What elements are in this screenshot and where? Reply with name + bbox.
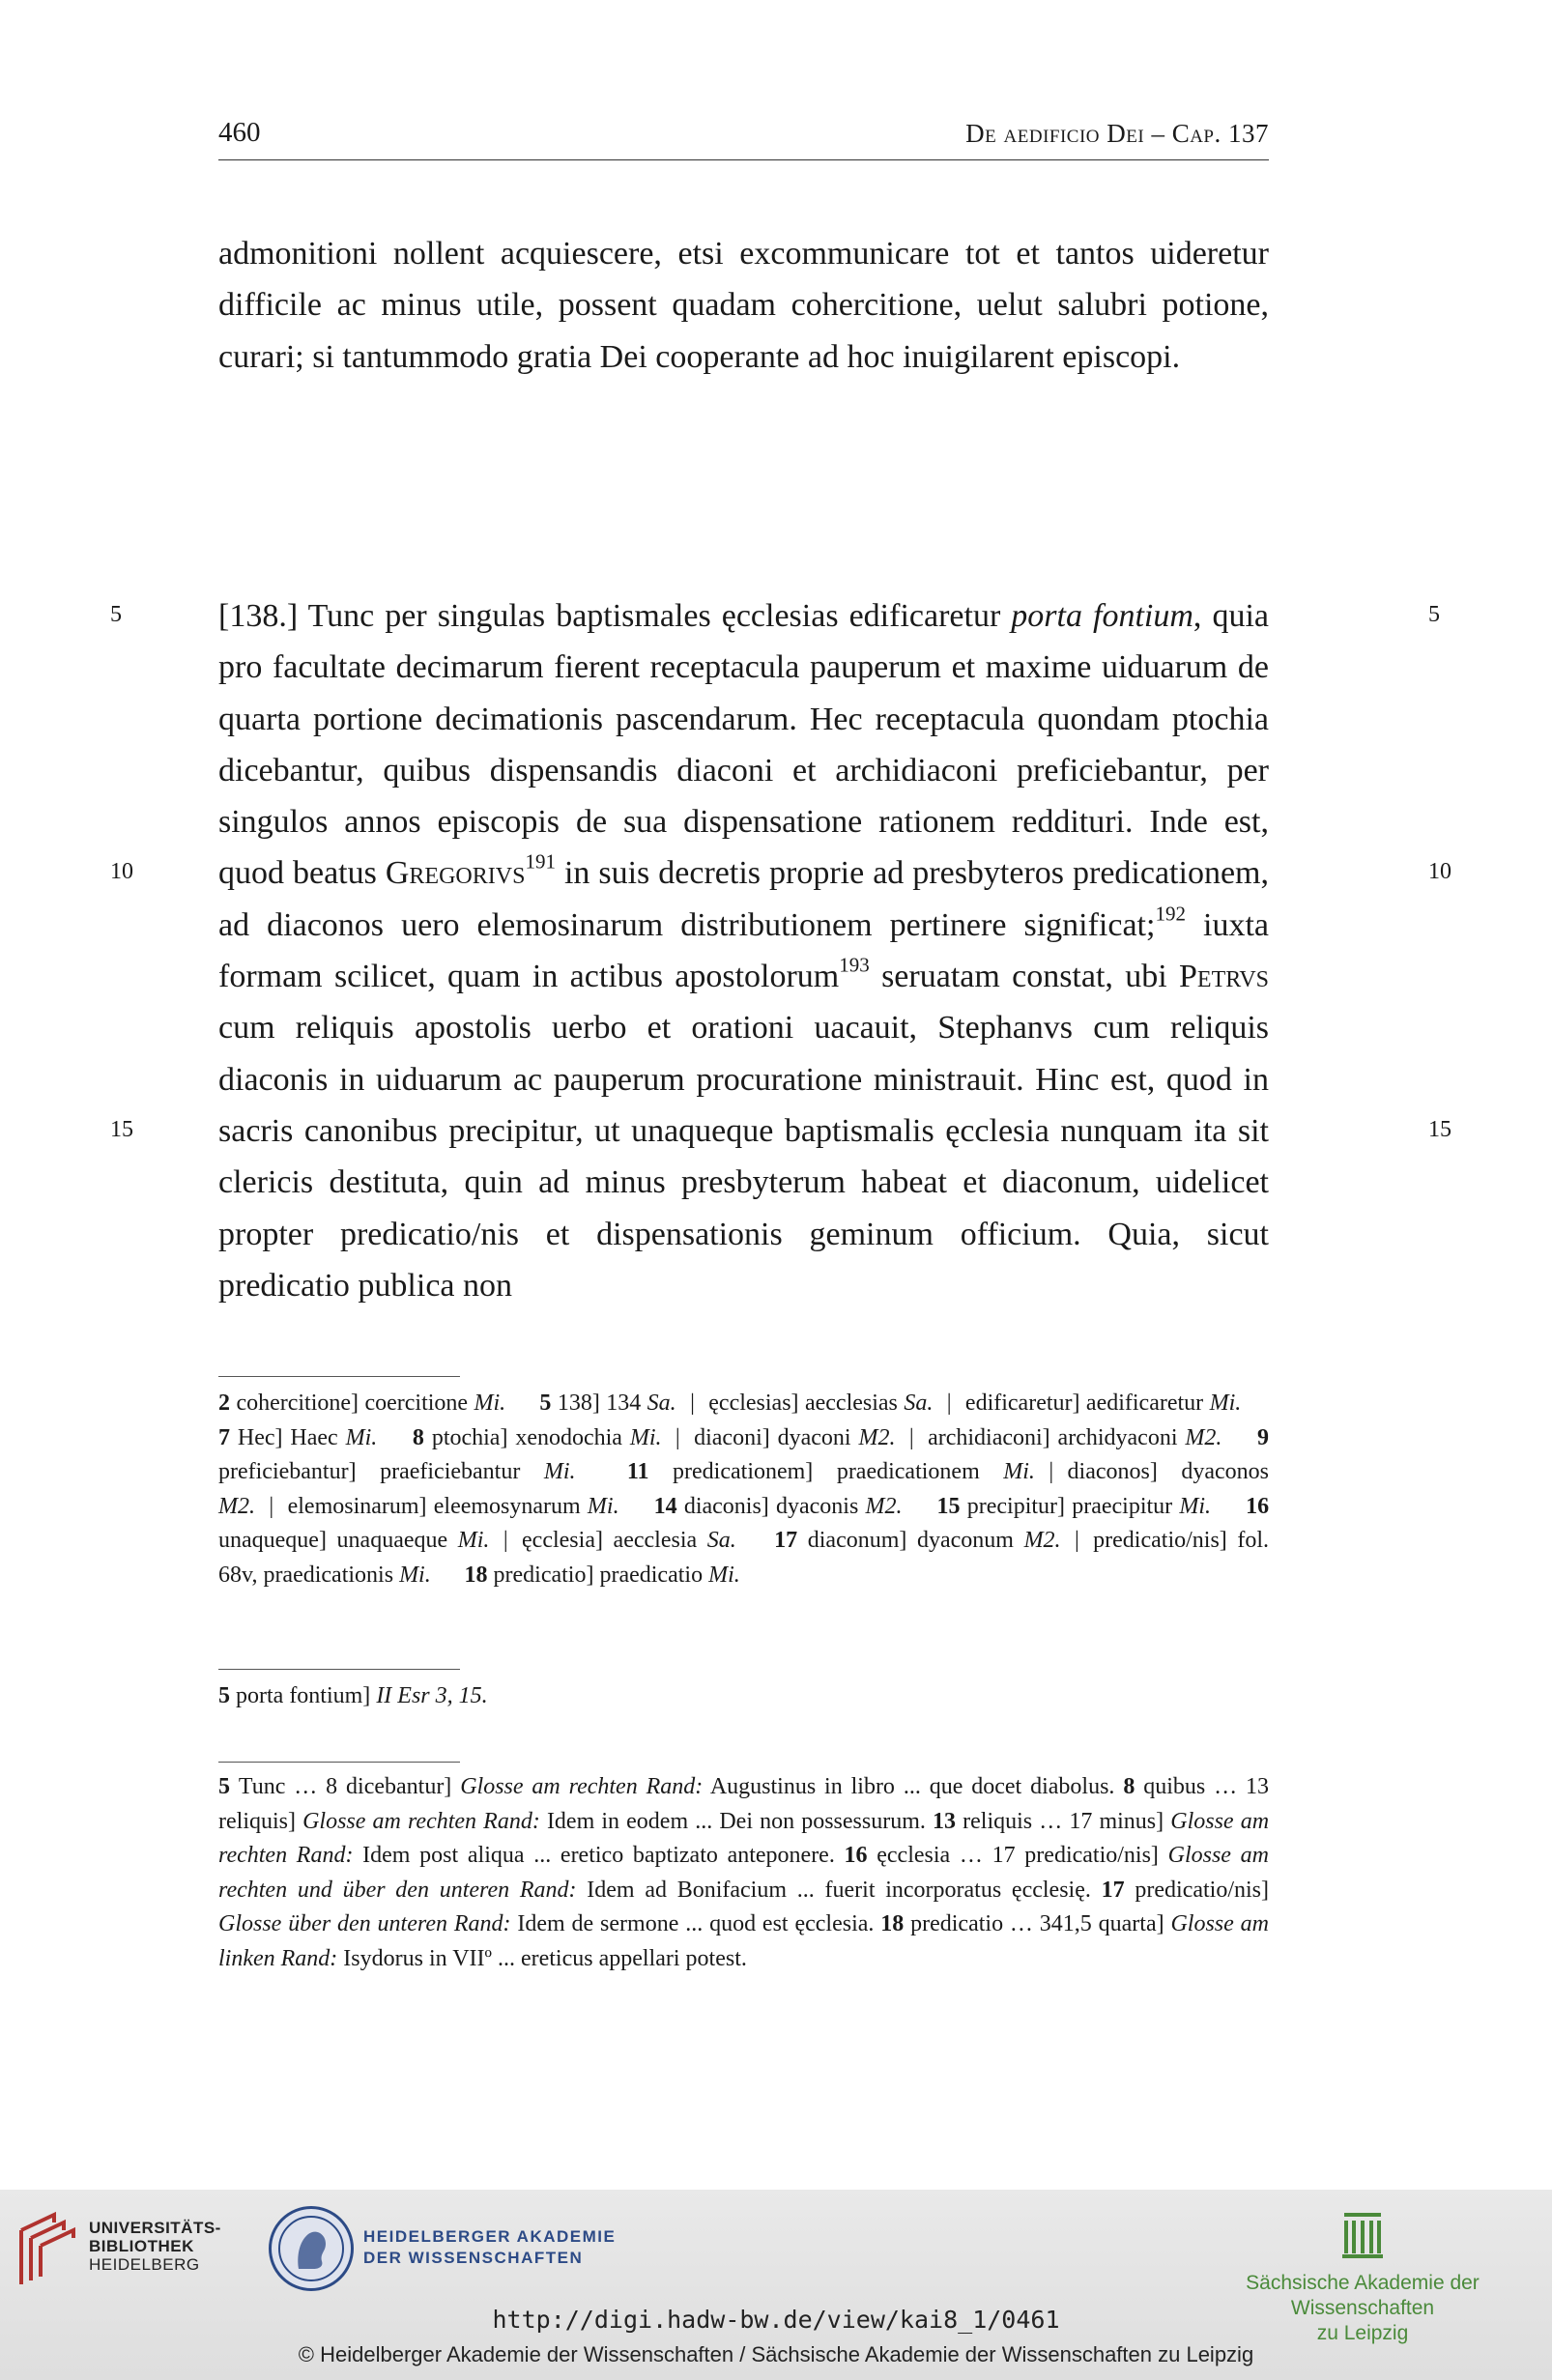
entry-separator [903,1494,937,1519]
variant-siglum: M2. [1185,1424,1222,1450]
variant-line-number: 2 [218,1391,237,1416]
entry-separator [505,1391,539,1416]
entry-separator [1241,1391,1269,1416]
apparatus-sources [218,1679,1269,1714]
variant-reading: ęcclesias] aecclesias [708,1391,905,1416]
variant-entry [218,1391,505,1416]
variant-entry [965,1391,1241,1416]
variant-siglum: M2. [218,1493,255,1519]
footnote-ref-191[interactable]: 191 [525,849,556,874]
variant-reading: archidiaconi] archidyaconi [928,1424,1186,1450]
variant-siglum: Mi. [399,1562,431,1588]
source-line-number: 5 [218,1683,230,1708]
variant-entry [218,1425,377,1450]
variant-reading: diaconum] dyaconum [807,1528,1024,1554]
gloss-location: Glosse am rechten Rand: [302,1808,540,1834]
apparatus-rule-1 [218,1376,460,1377]
variant-line-number: 18 [464,1562,494,1588]
variant-reading: diaconis] dyaconis [683,1493,866,1519]
name-petrus: Petrvs [1179,959,1269,995]
variant-reading: 138] 134 [557,1391,647,1416]
entry-separator: | [908,1424,914,1450]
apparatus-rule-3 [218,1762,460,1763]
text-run: in suis decretis proprie ad presbyteros predicationem, ad diaconos uero elemosinarum distributionem pertinere significat; [218,855,1269,943]
gloss-entry [218,1774,1114,1799]
variant-reading: preficiebantur] praeficiebantur [218,1459,544,1485]
hadw-seal-icon [269,2206,354,2291]
gloss-location: Glosse am rechten Rand: [218,1808,1270,1869]
hadw-line-1: HEIDELBERGER AKADEMIE [363,2227,617,2246]
ub-line-2: BIBLIOTHEK [89,2237,194,2255]
line-number-right-10: 10 [1428,859,1451,884]
entry-separator: | [1074,1528,1079,1554]
line-number-right-5: 5 [1428,602,1440,627]
gloss-lemma: predicatio … 341,5 quarta] [910,1911,1171,1937]
text-run: [138.] Tunc per singulas baptismales ęcclesias edificaretur [218,598,1012,634]
variant-siglum: Sa. [647,1391,676,1416]
variant-reading: ptochia] xenodochia [431,1424,630,1450]
line-number-left-5: 5 [110,602,122,627]
ub-heidelberg-logo-icon [15,2209,83,2288]
gloss-text: Idem in eodem ... Dei non possessurum. [539,1808,926,1834]
variant-reading: unaqueque] unaquaeque [218,1528,458,1554]
gloss-lemma: ęcclesia … 17 predicatio/nis] [877,1843,1168,1869]
text-run: cum reliquis apostolis uerbo et orationi uacauit, Stephanvs cum reliquis diaconis in uiduarum ac pauperum procuratione ministrauit. Hinc est, quod in sacris canonibus precipitur, ut unaqueque baptismalis ęcclesia nunquam ita sit clericis destituta, quin ad minus presbyterum habeat et diaconum, uidelicet propter predicatio/nis et dispensationis geminum officium. Quia, sicut predicatio publica non [218,1010,1269,1304]
variant-siglum: Mi. [543,1459,576,1485]
hadw-wordmark [363,2226,616,2269]
variant-entry [654,1494,903,1519]
running-head: De aedificio Dei – Cap. 137 [965,119,1269,148]
ub-line-3: HEIDELBERG [89,2255,200,2274]
gloss-line-number: 13 [933,1808,963,1834]
variant-reading: precipitur] praecipitur [966,1493,1180,1519]
variant-entry [522,1528,736,1553]
gloss-lemma: quibus … 13 reliquis] [218,1774,1270,1834]
variants-text [218,1387,1269,1593]
variant-reading: cohercitione] coercitione [236,1391,474,1416]
variant-siglum: Sa. [706,1528,736,1554]
main-text-paragraph-2 [218,590,1269,1311]
variant-line-number: 16 [1246,1493,1270,1519]
variant-reading: diaconi] dyaconi [694,1424,859,1450]
variant-entry [288,1494,619,1519]
apparatus-glosses [218,1770,1269,1977]
entry-separator: | [675,1424,680,1450]
gloss-line-number: 17 [1101,1877,1135,1903]
variant-reading: ęcclesia] aecclesia [522,1528,707,1554]
entry-separator: | [503,1528,508,1554]
gloss-lemma: Tunc … 8 dicebantur] [238,1774,461,1799]
variant-line-number: 5 [539,1391,558,1416]
variant-entry [928,1425,1221,1450]
saxon-line-1: Sächsische Akademie der Wissenschaften [1246,2272,1480,2319]
footnote-ref-193[interactable]: 193 [839,953,870,977]
gloss-location: Glosse über den unteren Rand: [218,1911,511,1937]
variant-siglum: M2. [858,1424,896,1450]
gloss-text: Isydorus in VIIº ... ereticus appellari potest. [337,1945,747,1971]
gloss-line-number: 8 [1123,1774,1144,1799]
gloss-text: Idem post aliqua ... eretico baptizato anteponere. [353,1843,835,1869]
line-number-left-10: 10 [110,859,133,884]
entry-separator [377,1425,413,1450]
gloss-text: Idem de sermone ... quod est ęcclesia. [510,1911,875,1937]
source-entry [218,1679,1269,1714]
variant-siglum: Mi. [708,1562,740,1588]
variant-line-number: 15 [936,1493,967,1519]
variant-siglum: Mi. [474,1391,506,1416]
name-gregorius: Gregorivs [385,855,526,892]
variant-line-number: 11 [626,1459,674,1485]
main-text-paragraph-1 [218,228,1269,383]
variant-siglum: Mi. [1003,1459,1035,1485]
variant-line-number: 7 [218,1424,238,1450]
gloss-text: Augustinus in libro ... que docet diabolus. [703,1774,1115,1799]
hadw-line-2: DER WISSENSCHAFTEN [363,2249,584,2267]
gloss-line-number: 18 [880,1911,911,1937]
gloss-line-number: 5 [218,1774,239,1799]
variant-reading: predicationem] praedicationem [673,1459,1004,1485]
variant-line-number: 9 [1257,1424,1270,1450]
page-header [218,113,1269,160]
variant-siglum: M2. [865,1493,903,1519]
variant-siglum: Mi. [629,1424,662,1450]
variant-entry [694,1425,895,1450]
variant-line-number: 17 [774,1528,808,1554]
variant-siglum: M2. [1023,1528,1061,1554]
gloss-location: Glosse am rechten Rand: [460,1774,704,1799]
entry-separator: | [1049,1459,1054,1485]
variant-reading: edificaretur] aedificaretur [964,1391,1210,1416]
variant-line-number: 14 [653,1493,684,1519]
line-number-left-15: 15 [110,1117,133,1142]
permalink-url[interactable]: http://digi.hadw-bw.de/view/kai8_1/0461 [492,2306,1060,2334]
apparatus-variants [218,1387,1269,1593]
source-lemma: porta fontium] [236,1683,377,1708]
paragraph-137-end: admonitioni nollent acquiescere, etsi excommunicare tot et tantos uideretur difficile ac minus utile, possent quadam cohercitione, uelut salubri potione, curari; si tantummodo gratia Dei cooperante ad hoc inuigilarent episcopi. [218,236,1269,375]
text-run: iuxta formam scilicet, quam in actibus apostolorum [218,906,1269,995]
gloss-location: Glosse am linken Rand: [218,1911,1269,1971]
entry-separator [1211,1494,1246,1519]
variant-siglum: Mi. [457,1528,490,1554]
ub-heidelberg-wordmark [89,2219,221,2274]
entry-separator: | [690,1391,695,1416]
variant-reading: diaconos] dyaconos [1067,1459,1269,1485]
quotation-porta-fontium: porta fontium [1011,598,1193,634]
gloss-location: Glosse am rechten und über den unteren Rand: [218,1843,1269,1903]
saxon-line-2: zu Leipzig [1316,2322,1409,2344]
entry-separator [1221,1425,1257,1450]
variant-siglum: Mi. [345,1424,378,1450]
entry-separator [431,1563,465,1588]
variant-entry [937,1494,1212,1519]
glosses-text [218,1770,1269,1977]
variant-siglum: Sa. [904,1391,934,1416]
footer-band [0,2190,1552,2380]
paragraph-138 [218,590,1269,1311]
entry-separator [576,1459,627,1484]
apparatus-rule-2 [218,1669,460,1670]
variant-reading: Hec] Haec [237,1424,346,1450]
variant-siglum: Mi. [1209,1391,1242,1416]
gloss-text: Idem ad Bonifacium ... fuerit incorporatus ęcclesię. [576,1877,1091,1903]
variant-entry [413,1425,662,1450]
variant-line-number: 8 [412,1424,432,1450]
source-reference: II Esr 3, 15. [376,1683,488,1708]
text-run: , quia pro facultate decimarum fierent receptacula pauperum et maxime uiduarum de quarta portione decimationis pascendarum. Hec receptacula quondam ptochia dicebantur, quibus dispensandis diaconi et archidiaconi preficiebantur, per singulos annos episcopis de sua dispensatione rationem reddituri. Inde est, quod beatus [218,598,1269,892]
variant-entry [539,1391,675,1416]
entry-separator: | [269,1493,274,1519]
variant-siglum: Mi. [587,1493,619,1519]
entry-separator [619,1494,654,1519]
variant-entry [774,1528,1060,1553]
variant-entry [627,1459,1035,1484]
ub-line-1: UNIVERSITÄTS- [89,2219,221,2237]
variant-reading: elemosinarum] eleemosynarum [287,1493,588,1519]
entry-separator [736,1528,774,1553]
variant-entry [465,1563,740,1588]
footnote-ref-192[interactable]: 192 [1155,902,1186,926]
gloss-lemma: predicatio/nis] [1135,1877,1269,1903]
gloss-line-number: 16 [844,1843,877,1869]
page-number: 460 [218,117,261,148]
saxon-academy-logo-icon [1340,2211,1385,2259]
text-run: seruatam constat, ubi [869,959,1179,995]
variant-siglum: Mi. [1179,1493,1212,1519]
variant-reading: predicatio] praedicatio [493,1562,709,1588]
variant-reading: predicatio/nis] fol. 68v, praedicationis [218,1528,1270,1588]
entry-separator: | [946,1391,952,1416]
line-number-right-15: 15 [1428,1117,1451,1142]
copyright-notice: © Heidelberger Akademie der Wissenschaften / Sächsische Akademie der Wissenschaften zu Leipzig [298,2342,1254,2366]
gloss-lemma: reliquis … 17 minus] [963,1808,1171,1834]
variant-entry [708,1391,933,1416]
